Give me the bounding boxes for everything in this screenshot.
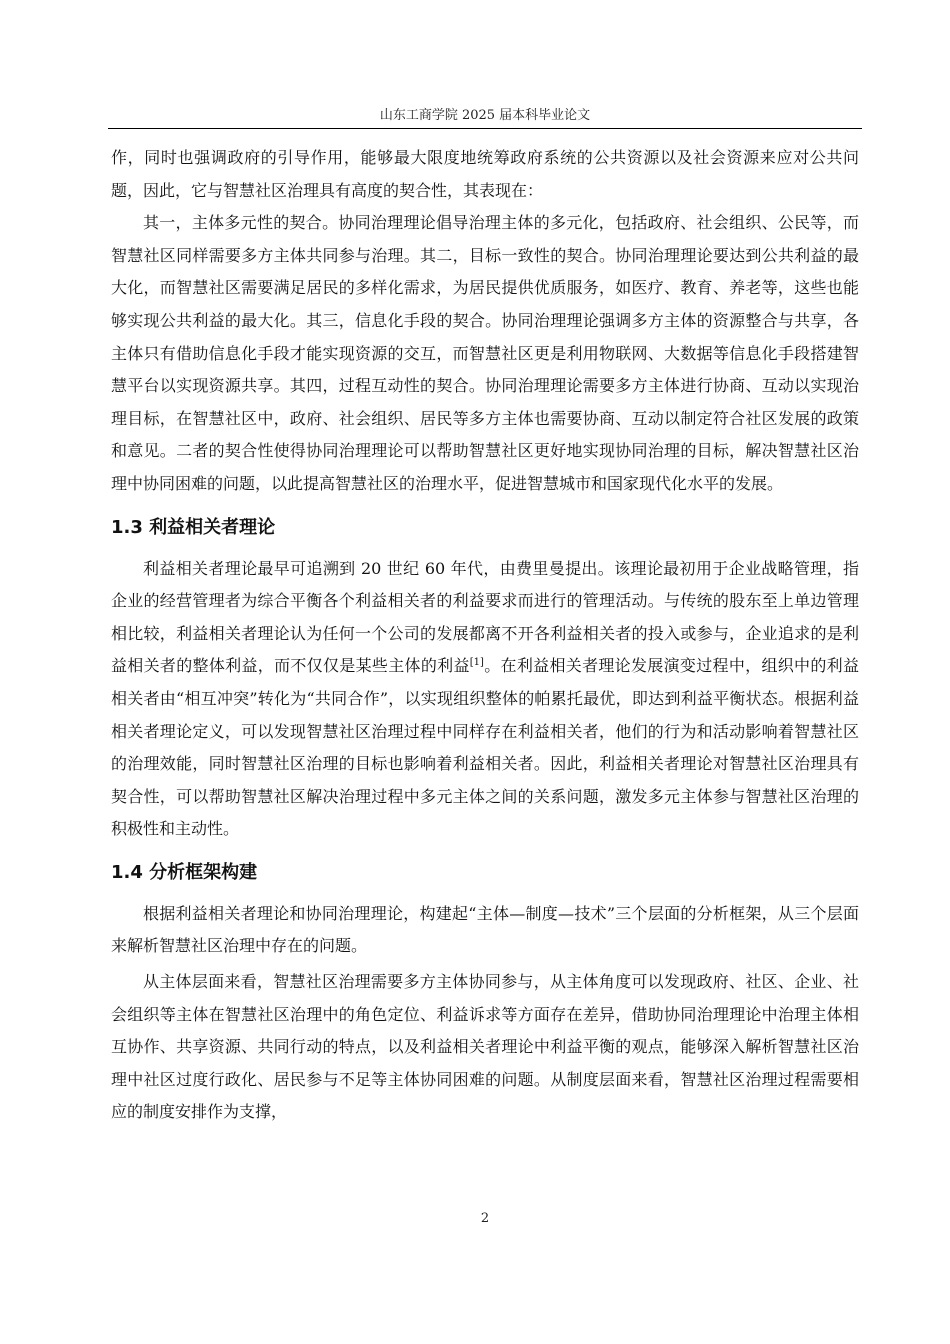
page-body [111, 142, 859, 1129]
running-header: 山东工商学院 2025 届本科毕业论文 [379, 108, 591, 123]
paragraph: 其一，主体多元性的契合。协同治理理论倡导治理主体的多元化，包括政府、社会组织、公民等，而智慧社区同样需要多方主体共同参与治理。其二，目标一致性的契合。协同治理理论要达到公共利益的最大化，而智慧社区需要满足居民的多样化需求，为居民提供优质服务，如医疗、教育、养老等，这些也能够实现公共利益的最大化。其三，信息化手段的契合。协同治理理论强调多方主体的资源整合与共享，各主体只有借助信息化手段才能实现资源的交互，而智慧社区更是利用物联网、大数据等信息化手段搭建智慧平台以实现资源共享。其四，过程互动性的契合。协同治理理论需要多方主体进行协商、互动以实现治理目标，在智慧社区中，政府、社会组织、居民等多方主体也需要协商、互动以制定符合社区发展的政策和意见。二者的契合性使得协同治理理论可以帮助智慧社区更好地实现协同治理的目标，解决智慧社区治理中协同困难的问题，以此提高智慧社区的治理水平，促进智慧城市和国家现代化水平的发展。 [111, 213, 859, 493]
paragraph: 根据利益相关者理论和协同治理理论，构建起“主体—制度—技术”三个层面的分析框架，从三个层面来解析智慧社区治理中存在的问题。 [111, 903, 859, 956]
paragraph [111, 553, 859, 846]
section-heading-1-4: 1.4 分析框架构建 [111, 861, 258, 883]
header-rule [108, 128, 862, 129]
paragraph-text: 。在利益相关者理论发展演变过程中，组织中的利益相关者由“相互冲突”转化为“共同合作”，以实现组织整体的帕累托最优，即达到利益平衡状态。根据利益相关者理论定义，可以发现智慧社区治理过程中同样存在利益相关者，他们的行为和活动影响着智慧社区的治理效能，同时智慧社区治理的目标也影响着利益相关者。因此，利益相关者理论对智慧社区治理具有契合性，可以帮助智慧社区解决治理过程中多元主体之间的关系问题，激发多元主体参与智慧社区治理的积极性和主动性。 [111, 656, 859, 839]
paragraph: 作，同时也强调政府的引导作用，能够最大限度地统筹政府系统的公共资源以及社会资源来应对公共问题，因此，它与智慧社区治理具有高度的契合性，其表现在： [111, 148, 859, 200]
paragraph: 从主体层面来看，智慧社区治理需要多方主体协同参与，从主体角度可以发现政府、社区、企业、社会组织等主体在智慧社区治理中的角色定位、利益诉求等方面存在差异，借助协同治理理论中治理主体相互协作、共享资源、共同行动的特点，以及利益相关者理论中利益平衡的观点，能够深入解析智慧社区治理中社区过度行政化、居民参与不足等主体协同困难的问题。从制度层面来看，智慧社区治理过程需要相应的制度安排作为支撑， [111, 972, 859, 1122]
citation-ref[interactable]: [1] [469, 657, 484, 669]
section-heading-1-3: 1.3 利益相关者理论 [111, 516, 276, 538]
page-number: 2 [480, 1211, 490, 1226]
paragraph-text: 利益相关者理论最早可追溯到 20 世纪 60 年代，由费里曼提出。该理论最初用于企业战略管理，指企业的经营管理者为综合平衡各个利益相关者的利益要求而进行的管理活动。与传统的股东至上单边管理相比较，利益相关者理论认为任何一个公司的发展都离不开各利益相关者的投入或参与，企业追求的是利益相关者的整体利益，而不仅仅是某些主体的利益 [111, 558, 859, 676]
